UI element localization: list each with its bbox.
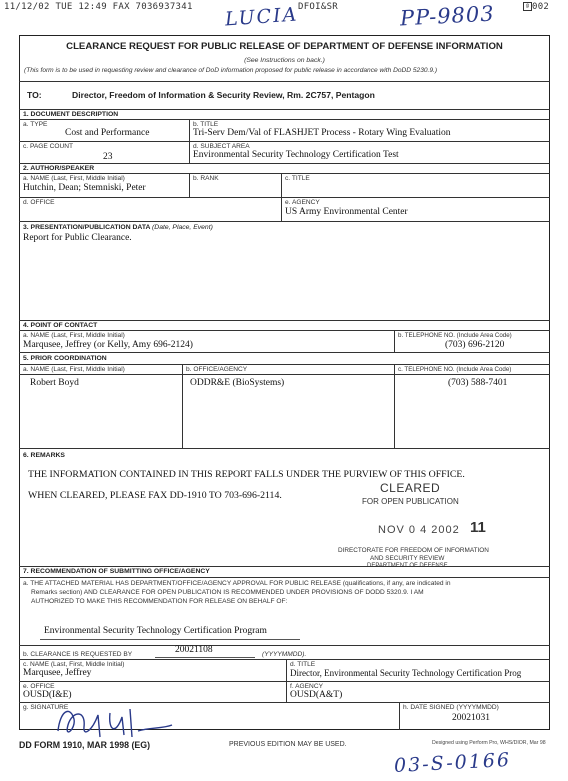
section-3-note: (Date, Place, Event) bbox=[152, 224, 213, 231]
stamp-directorate-3: DEPARTMENT OF DEFENSE bbox=[367, 563, 448, 569]
author-title-label: c. TITLE bbox=[285, 175, 310, 182]
handwritten-name: LUCIA bbox=[224, 3, 300, 31]
author-rank-label: b. RANK bbox=[193, 175, 219, 182]
stamp-directorate-2: AND SECURITY REVIEW bbox=[370, 555, 445, 562]
to-label: TO: bbox=[27, 90, 42, 100]
doc-type-label: a. TYPE bbox=[23, 121, 48, 128]
remarks-line-2: WHEN CLEARED, PLEASE FAX DD-1910 TO 703-696-2114. bbox=[28, 490, 282, 501]
poc-name-value: Marqusee, Jeffrey (or Kelly, Amy 696-2124) bbox=[23, 340, 193, 350]
handwritten-case-number: 03-S-0166 bbox=[393, 748, 512, 778]
recommender-title-value: Director, Environmental Security Technology Certification Prog bbox=[290, 668, 522, 678]
fax-page-value: 002 bbox=[532, 2, 550, 12]
page-count-value: 23 bbox=[103, 152, 113, 162]
form-purpose: (This form is to be used in requesting review and clearance of DoD information proposed for public release in accordance with DoDD 5230.9.) bbox=[24, 67, 438, 74]
prior-office-label: b. OFFICE/AGENCY bbox=[186, 366, 248, 373]
prior-office-value: ODDR&E (BioSystems) bbox=[190, 378, 285, 388]
subject-area-value: Environmental Security Technology Certification Test bbox=[193, 150, 399, 160]
date-signed-label: h. DATE SIGNED (YYYYMMDD) bbox=[403, 704, 499, 711]
signature-scribble bbox=[50, 701, 180, 743]
doc-title-value: Tri-Serv Dem/Val of FLASHJET Process - Rotary Wing Evaluation bbox=[193, 128, 451, 138]
to-value: Director, Freedom of Information & Security Review, Rm. 2C757, Pentagon bbox=[72, 90, 375, 100]
section-4-heading: 4. POINT OF CONTACT bbox=[23, 322, 98, 329]
poc-name-label: a. NAME (Last, First, Middle Initial) bbox=[23, 332, 125, 339]
recommender-agency-label: f. AGENCY bbox=[290, 683, 323, 690]
recommender-office-label: e. OFFICE bbox=[23, 683, 55, 690]
fax-page-icon: @ bbox=[523, 2, 532, 11]
prior-name-label: a. NAME (Last, First, Middle Initial) bbox=[23, 366, 125, 373]
see-instructions: (See Instructions on back.) bbox=[244, 57, 325, 64]
fax-header-middle: DFOI&SR bbox=[298, 2, 339, 12]
section-5-heading: 5. PRIOR COORDINATION bbox=[23, 355, 107, 362]
recommender-office-value: OUSD(I&E) bbox=[23, 690, 72, 700]
stamp-cleared: CLEARED bbox=[380, 481, 441, 495]
prior-phone-label: c. TELEPHONE NO. (Include Area Code) bbox=[398, 366, 512, 373]
author-agency-value: US Army Environmental Center bbox=[285, 207, 408, 217]
recommendation-text-c: AUTHORIZED TO MAKE THIS RECOMMENDATION FOR RELEASE ON BEHALF OF: bbox=[31, 598, 288, 605]
clearance-format: (YYYYMMDD). bbox=[262, 651, 307, 658]
author-office-label: d. OFFICE bbox=[23, 199, 55, 206]
recommendation-text-a: a. THE ATTACHED MATERIAL HAS DEPARTMENT/OFFICE/AGENCY APPROVAL FOR PUBLIC RELEASE (qualifications, if any, are indicated in bbox=[23, 580, 451, 587]
date-signed-value: 20021031 bbox=[452, 713, 490, 723]
poc-phone-label: b. TELEPHONE NO. (Include Area Code) bbox=[398, 332, 512, 339]
author-name-value: Hutchin, Dean; Stemniski, Peter bbox=[23, 183, 146, 193]
form-title: CLEARANCE REQUEST FOR PUBLIC RELEASE OF DEPARTMENT OF DEFENSE INFORMATION bbox=[66, 41, 503, 52]
presentation-data-value: Report for Public Clearance. bbox=[23, 233, 132, 243]
stamp-number: 11 bbox=[470, 519, 486, 536]
stamp-for-open: FOR OPEN PUBLICATION bbox=[362, 497, 459, 506]
author-agency-label: e. AGENCY bbox=[285, 199, 320, 206]
designed-using-note: Designed using Perform Pro, WHS/DIOR, Mar 98 bbox=[432, 740, 546, 746]
submitting-program: Environmental Security Technology Certification Program bbox=[44, 626, 267, 636]
fax-page-number bbox=[523, 2, 549, 12]
author-name-label: a. NAME (Last, First, Middle Initial) bbox=[23, 175, 125, 182]
clearance-requested-label: b. CLEARANCE IS REQUESTED BY bbox=[23, 651, 133, 658]
subject-area-label: d. SUBJECT AREA bbox=[193, 143, 250, 150]
doc-title-label: b. TITLE bbox=[193, 121, 219, 128]
section-6-heading: 6. REMARKS bbox=[23, 452, 65, 459]
recommender-title-label: d. TITLE bbox=[290, 661, 316, 668]
page-count-label: c. PAGE COUNT bbox=[23, 143, 74, 150]
section-2-heading: 2. AUTHOR/SPEAKER bbox=[23, 165, 95, 172]
form-id: DD FORM 1910, MAR 1998 (EG) bbox=[19, 740, 151, 750]
stamp-date: NOV 0 4 2002 bbox=[378, 524, 460, 536]
section-3-heading: 3. PRESENTATION/PUBLICATION DATA (Date, Place, Event) bbox=[23, 224, 213, 231]
section-1-heading: 1. DOCUMENT DESCRIPTION bbox=[23, 111, 119, 118]
clearance-requested-value: 20021108 bbox=[175, 645, 213, 655]
poc-phone-value: (703) 696-2120 bbox=[445, 340, 505, 350]
remarks-line-1: THE INFORMATION CONTAINED IN THIS REPORT FALLS UNDER THE PURVIEW OF THIS OFFICE. bbox=[28, 469, 465, 480]
recommender-agency-value: OUSD(A&T) bbox=[290, 690, 343, 700]
stamp-directorate-1: DIRECTORATE FOR FREEDOM OF INFORMATION bbox=[338, 547, 489, 554]
recommender-name-value: Marqusee, Jeffrey bbox=[23, 668, 92, 678]
handwritten-code: PP-9803 bbox=[399, 1, 496, 31]
prior-name-value: Robert Boyd bbox=[30, 378, 79, 388]
signature-label: g. SIGNATURE bbox=[23, 704, 69, 711]
doc-type-value: Cost and Performance bbox=[65, 128, 150, 138]
recommender-name-label: c. NAME (Last, First, Middle Initial) bbox=[23, 661, 125, 668]
prior-phone-value: (703) 588-7401 bbox=[448, 378, 508, 388]
fax-header-left: 11/12/02 TUE 12:49 FAX 7036937341 bbox=[4, 2, 193, 12]
section-7-heading: 7. RECOMMENDATION OF SUBMITTING OFFICE/AGENCY bbox=[23, 568, 210, 575]
recommendation-text-b: Remarks section) AND CLEARANCE FOR OPEN PUBLICATION IS RECOMMENDED UNDER PROVISIONS OF DODD 5320.9. I AM bbox=[31, 589, 424, 596]
previous-edition-note: PREVIOUS EDITION MAY BE USED. bbox=[229, 741, 347, 748]
